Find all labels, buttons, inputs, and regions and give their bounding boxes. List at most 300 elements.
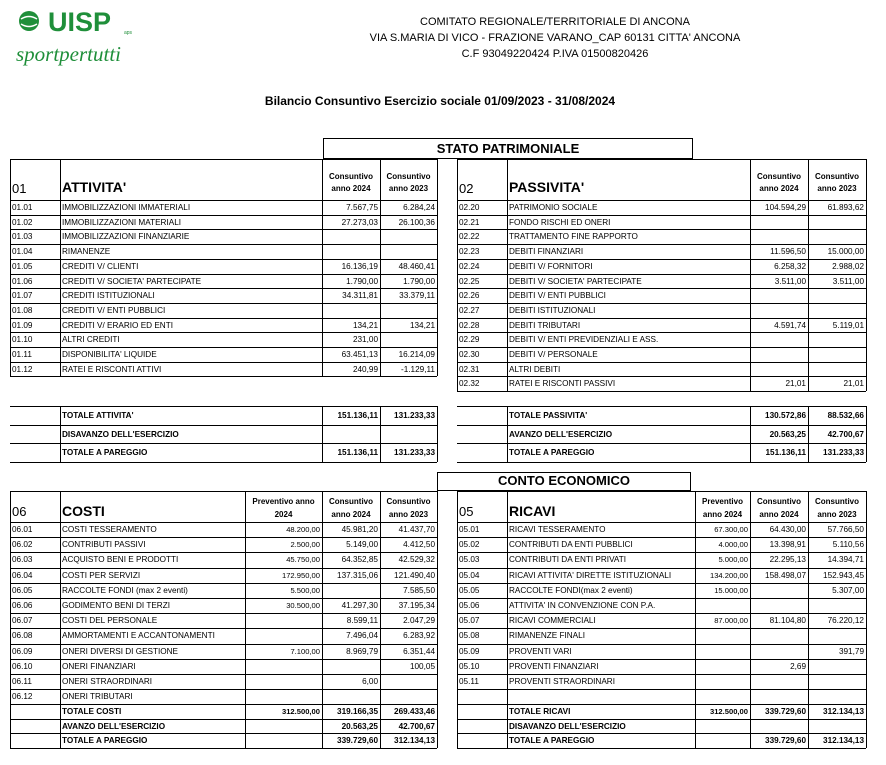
row-value-preventivo: 5.000,00	[718, 555, 748, 565]
row-value-2024	[322, 229, 380, 244]
costi-col-rule	[380, 491, 381, 748]
row-value-2023	[380, 674, 437, 689]
row-code: 01.10	[12, 335, 33, 345]
costi-row	[10, 659, 437, 674]
attivita-total-col-rule	[322, 406, 323, 462]
row-value-2024	[750, 347, 808, 362]
row-code: 01.11	[12, 350, 32, 359]
attivita-col-2024-head-1: Consuntivo	[329, 172, 373, 181]
row-code: 06.04	[12, 570, 33, 580]
row-value-preventivo	[245, 628, 322, 643]
row-value-preventivo: 2.500,00	[290, 540, 320, 550]
row-value-2023: 5.119,01	[832, 320, 864, 330]
row-value-preventivo	[695, 659, 750, 674]
total-value-preventivo	[695, 733, 750, 748]
row-label: DEBITI V/ SOCIETA' PARTECIPATE	[509, 276, 642, 286]
total-value-2023: 312.134,13	[823, 707, 864, 716]
row-value-preventivo: 7.100,00	[290, 646, 320, 656]
row-label: ONERI STRAORDINARI	[62, 677, 153, 686]
row-rule	[457, 391, 866, 392]
costi-row	[10, 522, 437, 537]
row-label: ALTRI DEBITI	[509, 364, 561, 374]
row-value-2024: 6,00	[362, 677, 378, 686]
passivita-row	[457, 288, 866, 303]
row-label: IMMOBILIZZAZIONI IMMATERIALI	[62, 203, 191, 212]
attivita-total-col-rule	[380, 406, 381, 462]
passivita-col-rule	[457, 159, 458, 391]
row-value-2024: 81.104,80	[769, 616, 806, 626]
row-code: 06.05	[12, 585, 33, 595]
attivita-row	[10, 288, 437, 303]
stato-patrimoniale-title: STATO PATRIMONIALE	[436, 141, 580, 156]
row-value-preventivo	[695, 674, 750, 689]
passivita-total-row	[457, 427, 866, 442]
total-label: DISAVANZO DELL'ESERCIZIO	[509, 721, 626, 731]
uisp-ball-icon	[18, 10, 46, 32]
attivita-total-row	[10, 427, 437, 442]
attivita-top-rule	[10, 159, 437, 160]
attivita-row	[10, 303, 437, 318]
total-label: TOTALE COSTI	[62, 707, 122, 716]
attivita-row	[10, 332, 437, 347]
attivita-col-rule	[437, 159, 438, 376]
row-rule	[457, 689, 866, 690]
attivita-col-2023-head-1: Consuntivo	[386, 172, 431, 181]
row-value-2023	[380, 689, 437, 704]
row-value-2024	[750, 215, 808, 230]
row-code: 01.05	[12, 261, 33, 271]
row-label: DEBITI FINANZIARI	[509, 247, 584, 257]
header-line-2: VIA S.MARIA DI VICO - FRAZIONE VARANO_CAP 60131 CITTA' ANCONA	[369, 32, 741, 44]
row-label: RIMANENZE FINALI	[509, 631, 585, 641]
row-value-2024	[750, 628, 808, 643]
row-value-preventivo	[245, 689, 322, 704]
row-value-2024	[322, 583, 380, 598]
row-label: RACCOLTE FONDI (max 2 eventi)	[62, 585, 188, 595]
total-value-2024: 151.136,11	[765, 448, 806, 457]
row-code: 05.05	[459, 585, 480, 595]
ricavi-col-2024-head-1: Consuntivo	[757, 497, 801, 506]
attivita-row	[10, 318, 437, 333]
costi-col-rule	[245, 491, 246, 748]
row-label: CONTRIBUTI DA ENTI PRIVATI	[509, 555, 627, 565]
ricavi-total-row	[457, 719, 866, 734]
ricavi-total-row	[457, 704, 866, 719]
row-value-preventivo	[245, 659, 322, 674]
row-value-2023: 33.379,11	[399, 291, 435, 301]
costi-col-prev-head-2: 2024	[274, 510, 293, 519]
row-label: PROVENTI VARI	[509, 646, 572, 656]
passivita-heading: PASSIVITA'	[509, 179, 585, 195]
row-value-2023	[808, 362, 866, 377]
row-label: DEBITI ISTITUZIONALI	[509, 305, 596, 315]
row-value-2023: 21,01	[843, 379, 864, 389]
total-value-2023	[380, 427, 437, 442]
total-value-2024: 339.729,60	[765, 736, 806, 745]
total-value-2023: 269.433,46	[394, 707, 435, 716]
row-code: 02.32	[459, 379, 480, 389]
row-label: RICAVI TESSERAMENTO	[509, 525, 606, 534]
row-label: RICAVI ATTIVITA' DIRETTE ISTITUZIONALI	[509, 570, 672, 580]
row-value-2024: 13.398,91	[769, 540, 806, 550]
costi-col-rule	[322, 491, 323, 748]
attivita-row	[10, 244, 437, 259]
total-value-preventivo	[695, 719, 750, 734]
total-value-2023: 312.134,13	[823, 736, 864, 745]
costi-col-rule	[60, 491, 61, 748]
row-code: 05.01	[459, 525, 480, 534]
row-label: CREDITI ISTITUZIONALI	[62, 291, 155, 301]
document-title: Bilancio Consuntivo Esercizio sociale 01/09/2023 - 31/08/2024	[264, 94, 616, 108]
passivita-col-2024-head-1: Consuntivo	[757, 172, 801, 181]
ricavi-row	[457, 568, 866, 583]
row-value-2024	[750, 583, 808, 598]
row-code: 06.12	[12, 692, 33, 702]
ricavi-col-rule	[507, 491, 508, 748]
row-label: ONERI DIVERSI DI GESTIONE	[62, 646, 179, 656]
costi-col-rule	[437, 491, 438, 748]
row-code: 01.04	[12, 247, 33, 257]
row-value-2024: 34.311,81	[342, 291, 378, 301]
attivita-col-rule	[322, 159, 323, 376]
total-rule	[10, 462, 437, 463]
ricavi-col-2024-head-2: anno 2024	[759, 510, 799, 519]
costi-total-row	[10, 704, 437, 719]
row-code: 05.03	[459, 555, 480, 565]
total-rule	[10, 748, 437, 749]
row-value-2024: 1.790,00	[346, 276, 378, 286]
costi-col-2023-head-1: Consuntivo	[386, 497, 431, 506]
costi-col-rule	[10, 491, 11, 748]
row-value-2024: 137.315,06	[337, 570, 378, 580]
row-label: RIMANENZE	[62, 247, 111, 257]
passivita-row	[457, 215, 866, 230]
passivita-section-code: 02	[459, 181, 474, 196]
row-code: 01.03	[12, 232, 33, 242]
row-value-2023	[808, 303, 866, 318]
total-value-preventivo	[245, 733, 322, 748]
row-value-2024	[322, 244, 380, 259]
row-label: IMMOBILIZZAZIONI FINANZIARIE	[62, 232, 190, 242]
passivita-total-col-rule	[507, 406, 508, 462]
total-label: TOTALE A PAREGGIO	[62, 448, 148, 457]
ricavi-row	[457, 552, 866, 567]
total-rule	[457, 462, 866, 463]
row-value-2023: 3.511,00	[832, 276, 864, 286]
costi-top-rule	[10, 491, 437, 492]
costi-heading: COSTI	[62, 503, 105, 519]
ricavi-row	[457, 613, 866, 628]
row-value-2024: 231,00	[352, 335, 378, 345]
row-code: 02.23	[459, 247, 480, 257]
row-label: GODIMENTO BENI DI TERZI	[62, 601, 170, 610]
row-code: 05.02	[459, 540, 480, 550]
row-value-preventivo: 15.000,00	[714, 585, 748, 595]
attivita-total-col-rule	[437, 406, 438, 462]
row-value-preventivo: 134.200,00	[709, 570, 748, 580]
row-value-2024: 63.451,13	[341, 350, 378, 359]
total-value-2024: 339.729,60	[337, 736, 378, 745]
attivita-row	[10, 215, 437, 230]
costi-row	[10, 583, 437, 598]
row-value-2023: 4.412,50	[403, 540, 435, 550]
attivita-row	[10, 347, 437, 362]
row-value-2024: 2,69	[790, 661, 806, 671]
row-value-preventivo: 172.950,00	[281, 570, 320, 580]
passivita-total-col-rule	[808, 406, 809, 462]
costi-col-2023-head-2: anno 2023	[388, 510, 429, 519]
row-value-2023: 6.284,24	[403, 203, 435, 212]
total-label: TOTALE A PAREGGIO	[509, 736, 595, 745]
row-value-preventivo: 87.000,00	[714, 616, 748, 626]
row-code: 06.07	[12, 616, 33, 626]
total-label: DISAVANZO DELL'ESERCIZIO	[62, 429, 179, 439]
attivita-section-code: 01	[12, 181, 27, 196]
row-code: 06.02	[12, 540, 33, 550]
row-code: 01.01	[12, 203, 33, 212]
attivita-total-row	[10, 408, 437, 423]
total-value-preventivo: 312.500,00	[709, 707, 748, 716]
row-value-2024: 240,99	[352, 364, 378, 374]
row-code: 02.31	[459, 364, 480, 374]
total-value-2023: 88.532,66	[827, 411, 864, 420]
row-value-2024	[322, 689, 380, 704]
row-code: 05.04	[459, 570, 480, 580]
row-value-2024: 6.258,32	[774, 261, 806, 271]
row-value-2023: 134,21	[409, 320, 435, 330]
row-value-preventivo	[695, 598, 750, 613]
row-value-2023	[808, 628, 866, 643]
passivita-row	[457, 303, 866, 318]
row-rule	[10, 376, 437, 377]
row-code: 02.28	[459, 320, 480, 330]
row-label: CONTRIBUTI DA ENTI PUBBLICI	[509, 540, 633, 550]
row-value-preventivo	[695, 644, 750, 659]
row-code: 01.02	[12, 217, 33, 227]
ricavi-row	[457, 628, 866, 643]
ricavi-row	[457, 674, 866, 689]
row-value-2024	[750, 332, 808, 347]
costi-row	[10, 537, 437, 552]
row-label: ONERI TRIBUTARI	[62, 692, 133, 702]
costi-row	[10, 674, 437, 689]
total-value-2024: 339.729,60	[765, 707, 806, 716]
row-value-2023: 15.000,00	[827, 247, 864, 257]
row-label: TRATTAMENTO FINE RAPPORTO	[509, 232, 638, 242]
row-value-2023	[808, 215, 866, 230]
ricavi-col-rule	[457, 491, 458, 748]
row-code: 06.11	[12, 677, 32, 686]
row-label: DEBITI V/ FORNITORI	[509, 261, 593, 271]
row-value-2023	[808, 332, 866, 347]
attivita-totals-top-rule	[10, 406, 437, 407]
row-label: RATEI E RISCONTI PASSIVI	[509, 379, 616, 389]
row-value-2024: 45.981,20	[341, 525, 378, 534]
total-value-2023: 131.233,33	[823, 448, 864, 457]
total-label: AVANZO DELL'ESERCIZIO	[509, 429, 613, 439]
row-code: 01.07	[12, 291, 33, 301]
ricavi-col-rule	[808, 491, 809, 748]
logo-brand: UISP	[48, 7, 112, 37]
passivita-row	[457, 229, 866, 244]
row-code: 06.06	[12, 601, 33, 610]
costi-col-2024-head-2: anno 2024	[331, 510, 371, 519]
costi-row	[10, 689, 437, 704]
row-value-2024: 7.567,75	[346, 203, 378, 212]
row-code: 01.12	[12, 364, 33, 374]
ricavi-col-rule	[866, 491, 867, 748]
total-rule	[457, 425, 866, 426]
row-value-2023: 6.351,44	[403, 646, 435, 656]
row-value-2023: 391,79	[838, 646, 864, 656]
row-code: 02.30	[459, 350, 480, 359]
ricavi-row	[457, 537, 866, 552]
row-label: RATEI E RISCONTI ATTIVI	[62, 364, 162, 374]
passivita-top-rule	[457, 159, 866, 160]
row-label: ATTIVITA' IN CONVENZIONE CON P.A.	[509, 601, 656, 610]
total-label: TOTALE ATTIVITA'	[62, 411, 134, 420]
row-value-preventivo	[695, 628, 750, 643]
total-value-2024	[750, 719, 808, 734]
row-value-2023	[380, 244, 437, 259]
row-code: 06.10	[12, 661, 33, 671]
row-code: 02.29	[459, 335, 480, 345]
row-value-2023: 7.585,50	[403, 585, 435, 595]
row-value-preventivo: 5.500,00	[290, 585, 320, 595]
passivita-total-row	[457, 408, 866, 423]
row-label: DISPONIBILITA' LIQUIDE	[62, 350, 157, 359]
ricavi-row	[457, 583, 866, 598]
attivita-row	[10, 229, 437, 244]
row-code: 02.27	[459, 305, 480, 315]
row-label: RACCOLTE FONDI(max 2 eventi)	[509, 585, 633, 595]
row-code: 02.20	[459, 203, 480, 212]
attivita-col-rule	[10, 159, 11, 376]
total-rule	[10, 443, 437, 444]
passivita-row	[457, 376, 866, 391]
row-label: CONTRIBUTI PASSIVI	[62, 540, 146, 550]
row-value-2024: 104.594,29	[765, 203, 806, 212]
row-value-2023: 5.307,00	[832, 585, 864, 595]
row-code: 06.08	[12, 631, 33, 641]
row-value-2024: 3.511,00	[774, 276, 806, 286]
attivita-col-rule	[380, 159, 381, 376]
attivita-row	[10, 200, 437, 215]
passivita-col-rule	[750, 159, 751, 391]
row-value-2024	[750, 598, 808, 613]
row-value-preventivo	[245, 613, 322, 628]
ricavi-row	[457, 522, 866, 537]
row-value-2024	[750, 644, 808, 659]
header-line-3: C.F 93049220424 P.IVA 01500820426	[461, 48, 649, 60]
passivita-col-rule	[866, 159, 867, 391]
row-value-2023: 1.790,00	[403, 276, 435, 286]
passivita-row	[457, 259, 866, 274]
passivita-total-col-rule	[750, 406, 751, 462]
ricavi-row	[457, 644, 866, 659]
total-value-2024: 319.166,35	[337, 707, 378, 716]
row-code: 05.10	[459, 661, 480, 671]
row-value-2023: 48.460,41	[398, 261, 435, 271]
row-value-2023: 37.195,34	[398, 601, 435, 610]
row-value-2023: 121.490,40	[394, 570, 435, 580]
total-value-2023	[808, 719, 866, 734]
row-value-2023: 5.110,56	[832, 540, 864, 550]
passivita-col-2023-head-2: anno 2023	[817, 184, 857, 193]
costi-col-2024-head-1: Consuntivo	[329, 497, 373, 506]
row-value-preventivo: 48.200,00	[286, 525, 320, 534]
row-value-2024	[750, 362, 808, 377]
total-value-2024: 151.136,11	[337, 448, 378, 457]
row-value-2024	[322, 659, 380, 674]
row-code: 01.09	[12, 320, 33, 330]
row-code: 06.09	[12, 646, 33, 656]
total-value-preventivo	[245, 719, 322, 734]
attivita-col-rule	[60, 159, 61, 376]
ricavi-col-rule	[695, 491, 696, 748]
row-value-preventivo: 45.750,00	[286, 555, 320, 565]
row-value-2024: 134,21	[352, 320, 378, 330]
row-code: 02.21	[459, 217, 480, 227]
costi-col-prev-head-1: Preventivo anno	[252, 497, 315, 506]
attivita-row	[10, 259, 437, 274]
total-label: TOTALE RICAVI	[509, 707, 571, 716]
row-value-2024: 41.297,30	[341, 601, 378, 610]
attivita-heading: ATTIVITA'	[62, 179, 127, 195]
total-label: AVANZO DELL'ESERCIZIO	[62, 721, 166, 731]
row-value-2024	[322, 303, 380, 318]
row-value-preventivo: 67.300,00	[714, 525, 748, 534]
total-value-2024: 20.563,25	[341, 721, 378, 731]
row-value-2023: 2.988,02	[832, 261, 864, 271]
attivita-total-col-rule	[60, 406, 61, 462]
row-label: CREDITI V/ SOCIETA' PARTECIPATE	[62, 276, 202, 286]
costi-row	[10, 598, 437, 613]
ricavi-col-prev-head-2: anno 2024	[702, 510, 743, 519]
row-value-preventivo: 4.000,00	[718, 540, 748, 550]
row-value-2024	[750, 303, 808, 318]
total-value-2023: 312.134,13	[394, 736, 435, 745]
row-value-2023: 16.214,09	[398, 350, 435, 359]
ricavi-row	[457, 659, 866, 674]
row-value-2023: 41.437,70	[398, 525, 435, 534]
row-value-2024	[750, 229, 808, 244]
passivita-row	[457, 347, 866, 362]
ricavi-col-2023-head-2: anno 2023	[817, 510, 857, 519]
total-value-2024: 130.572,86	[765, 411, 806, 420]
costi-row	[10, 613, 437, 628]
row-label: COSTI PER SERVIZI	[62, 570, 141, 580]
costi-total-row	[10, 733, 437, 748]
row-label: DEBITI V/ ENTI PREVIDENZIALI E ASS.	[509, 335, 659, 345]
row-value-2023	[380, 229, 437, 244]
row-value-2023	[808, 229, 866, 244]
row-value-2023: 26.100,36	[398, 217, 435, 227]
costi-section-code: 06	[12, 504, 27, 519]
ricavi-col-2023-head-1: Consuntivo	[815, 497, 859, 506]
row-value-2024: 27.273,03	[341, 217, 378, 227]
row-label: PROVENTI STRAORDINARI	[509, 677, 615, 686]
total-rule	[457, 748, 866, 749]
row-label: ACQUISTO BENI E PRODOTTI	[62, 555, 179, 565]
total-label: TOTALE A PAREGGIO	[509, 448, 595, 457]
row-value-2023: 100,05	[409, 661, 435, 671]
row-code: 05.09	[459, 646, 480, 656]
total-rule	[457, 443, 866, 444]
row-label: CREDITI V/ ERARIO ED ENTI	[62, 320, 173, 330]
passivita-row	[457, 244, 866, 259]
row-label: IMMOBILIZZAZIONI MATERIALI	[62, 217, 182, 227]
